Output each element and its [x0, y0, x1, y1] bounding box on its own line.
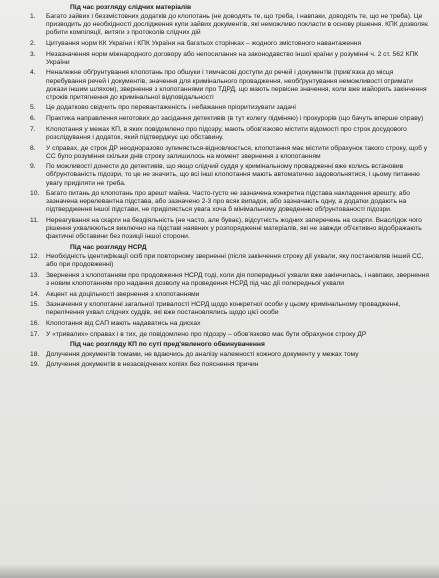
list-item	[30, 361, 431, 369]
list-item	[30, 320, 431, 328]
item-text: У справах, де строк ДР неодноразово зупиняється-відновлюється, клопотання має містити обрахунок такого строку, щоб у СС було розуміння скільки днів строку залишилось на момент звернення з клопотанням	[46, 144, 428, 160]
item-list	[30, 13, 431, 241]
item-text: Зазначення у клопотанні загальної тривалості НСРД щодо конкретної особи у цьому кримінальному провадженні, перелічення ухвал слідчих суддів, які вже постановлялись щодо цієї особи	[46, 301, 401, 317]
item-text: Необхідність ідентифікації осіб при повторному зверненні (після закінчення строку дії ухвали, яку постановляв інший СС, або при продовженні)	[46, 253, 424, 269]
item-text: Клопотання у межах КП, в яких повідомлено про підозру, мають обов'язково містити відомості про строк досудового розслідування і додаток, який підтверджує цю обставину.	[46, 125, 407, 141]
item-text: Акцент на доцільності звернення з клопотаннями	[46, 290, 200, 298]
item-number: 11.	[30, 217, 39, 225]
item-text: У «тривалих» справах і в тих, де повідомлено про підозру – обов'язково має бути обрахунок строку ДР	[46, 330, 367, 338]
list-item	[30, 190, 431, 214]
list-item	[30, 40, 431, 48]
item-list	[30, 253, 431, 339]
list-item	[30, 13, 431, 37]
list-item	[30, 163, 431, 187]
list-item	[30, 104, 431, 112]
item-text: Долучення документів томами, не вдаючись до аналізу належності кожного документу у межах тому	[46, 350, 359, 358]
item-number: 15.	[30, 301, 40, 309]
item-number: 1.	[30, 13, 36, 21]
item-number: 17.	[30, 330, 40, 338]
item-text: Це додатково свідчить про перевантаженість і небажання пріоритизувати задачі	[46, 104, 296, 112]
list-item	[30, 351, 431, 359]
list-item	[30, 145, 431, 161]
list-item	[30, 126, 431, 142]
item-number: 16.	[30, 320, 40, 328]
item-number: 13.	[30, 271, 40, 279]
list-item	[30, 291, 431, 299]
item-number: 4.	[30, 69, 36, 77]
list-item	[30, 301, 431, 317]
list-item	[30, 51, 431, 67]
item-number: 19.	[30, 361, 40, 369]
section-nsrd	[30, 244, 431, 339]
item-number: 5.	[30, 104, 36, 112]
item-number: 10.	[30, 190, 40, 198]
item-number: 14.	[30, 290, 40, 298]
list-item	[30, 253, 431, 269]
item-text: Неналежне обґрунтування клопотань про обшуки і тимчасові доступи до речей і документів (прив'язка до місця перебування речей і документів, значення для кримінального провадження, необґрунтування неможливості отримати докази іншим шляхом), звернення з клопотаннями про ТДРД, що мають первісне значення, коли вже майорить закінчення строків притягнення до кримінальної відповідальності	[46, 69, 427, 101]
item-list	[30, 351, 431, 370]
item-text: Практика направлення неготових до засідання детективів (в тут колегу підміняю) і прокурорів (що бачуть вперше справу)	[46, 115, 424, 123]
item-number: 12.	[30, 253, 40, 261]
section-title: Під час розгляду слідчих матеріалів	[70, 4, 192, 11]
item-text: Нереагування на скарги на бездіяльність (не часто, але буває), відсутність жодних заперечень на скарги. Внаслідок чого рішення ухвалюються виключно на підставі наявних у розпорядженні матеріалів, які не завжди об'єктивно відображають фактичні обставини без позиції іншої сторони.	[46, 217, 422, 241]
item-number: 3.	[30, 50, 36, 58]
item-number: 8.	[30, 144, 36, 152]
item-text: Незазначення норм міжнародного договору або непосилання на законодавство іншої країни у розумінні ч. 2 ст. 562 КПК України	[46, 50, 419, 66]
item-text: Багато питань до клопотань про арешт майна. Часто-густо не зазначена конкретна підстава накладення арешту, або зазначена нерелевантна підстава, або зазначено 2-3 про всяк випадок, або зазначають одну, а додатки додають на підтвердження іншої підстави, не приділяється увага хоча б мінімальному доведенню обґрунтованості підозри.	[46, 190, 410, 214]
list-item	[30, 272, 431, 288]
section-title: Під час розгляду КП по суті пред'явленого обвинувачення	[70, 341, 265, 349]
section-slidchi	[30, 4, 431, 241]
item-text: Багато зайвих і беззмістовних додатків до клопотань (не доводять те, що треба, і навпаки, доводять те, що не треба). Це призводить до необхідності дослідження купи зайвих документів, які неможливо покласти в основу рішення. КПК дозволяє робити компіляції, витяги з протоколів слідчих дій	[46, 13, 429, 37]
list-item	[30, 217, 431, 241]
item-text: Звернення з клопотанням про продовження НСРД тоді, коли дія попередньої ухвали вже закінчилась, і навпаки, звернення з новим клопотанням про надання дозволу на проведення НСРД під час дії попередньої ухвали	[46, 271, 429, 287]
list-item	[30, 115, 431, 123]
item-text: Клопотання від САП мають надаватись на дисках	[46, 320, 201, 328]
item-number: 6.	[30, 115, 36, 123]
item-text: Долучення документів в незасвідчених копіях без пояснення причин	[46, 361, 259, 369]
item-number: 7.	[30, 125, 36, 133]
item-text: Цитування норм КК України і КПК України на багатьох сторінках – жодного змістовного навантаження	[46, 39, 362, 47]
item-text: По можливості донести до детективів, що якщо слідчий суддя у кримінальному провадженні вже колись встановив обґрунтованість підозри, то це не значить, що всі інші клопотання мають автоматично задовольнятися, і цьому питанню увагу приділяти не треба.	[46, 163, 420, 187]
list-item	[30, 331, 431, 339]
item-number: 2.	[30, 39, 36, 47]
list-item	[30, 69, 431, 101]
item-number: 18.	[30, 350, 40, 358]
item-number: 9.	[30, 163, 36, 171]
photo-shadow	[0, 564, 439, 578]
section-title: Під час розгляду НСРД	[70, 243, 147, 251]
section-kp	[30, 341, 431, 369]
